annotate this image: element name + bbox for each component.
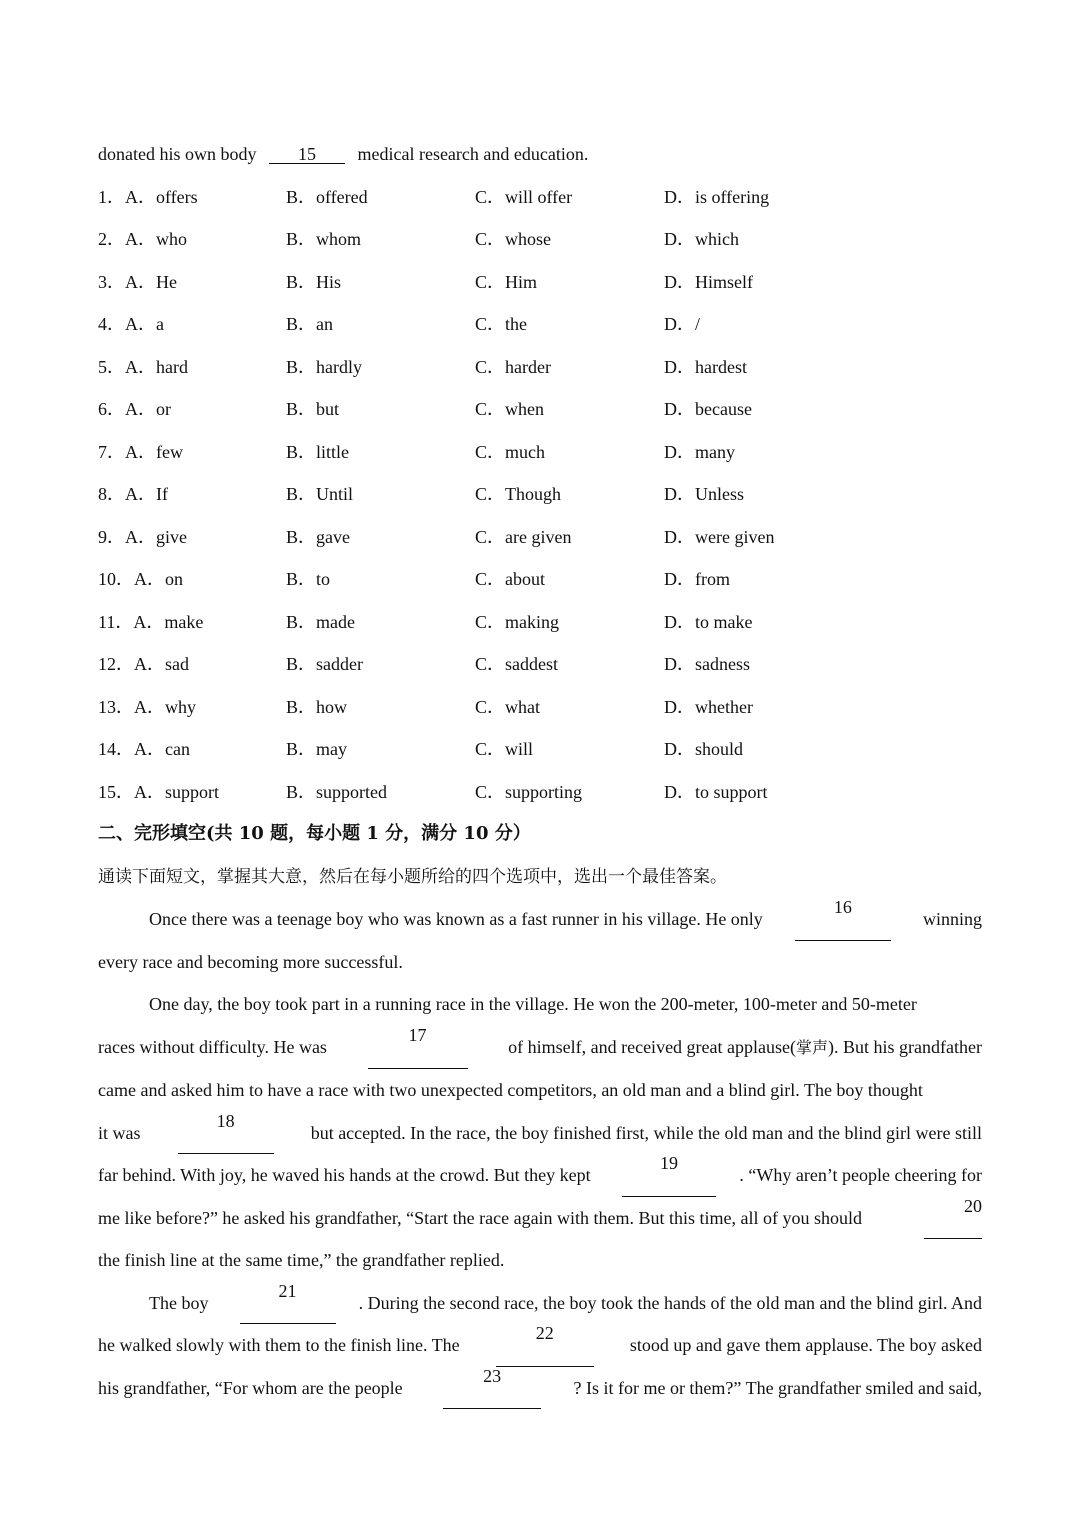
option-c: C．will (475, 739, 534, 760)
option-a-text: A．He (125, 271, 177, 292)
passage-line: every race and becoming more successful. (98, 951, 403, 972)
question-row (98, 303, 982, 346)
text: medical research and education. (357, 144, 589, 164)
blank-15: 15 (269, 145, 345, 164)
text: ). But his grandfather (828, 1036, 982, 1057)
option-d: D．is offering (664, 186, 770, 207)
passage-line (98, 1197, 982, 1240)
question-number: 7． (98, 441, 125, 462)
text: stood up and gave them applause. The boy asked (629, 1335, 982, 1356)
option-b: B．how (286, 696, 348, 717)
option-d: D．sadness (664, 654, 750, 675)
text: The boy (149, 1292, 209, 1313)
option-b: B．supported (286, 781, 387, 802)
option-c: C．the (475, 314, 527, 335)
text: it was (98, 1122, 141, 1143)
option-a (98, 771, 286, 814)
question-row (98, 558, 982, 601)
text: ? Is it for me or them?” The grandfather smiled and said, (573, 1377, 982, 1398)
option-a (98, 558, 286, 601)
option-a (98, 601, 286, 644)
passage-line: One day, the boy took part in a running race in the village. He won the 200-meter, 100-meter and 50-meter (149, 994, 917, 1015)
option-d: D．to make (664, 611, 753, 632)
text: he walked slowly with them to the finish line. The (98, 1335, 460, 1356)
question-number: 3． (98, 271, 125, 292)
option-b: B．little (286, 441, 349, 462)
question-row (98, 643, 982, 686)
option-d: D．/ (664, 314, 700, 335)
text: me like before?” he asked his grandfather, “Start the race again with them. But this time, all of you should (98, 1207, 863, 1228)
option-d: D．hardest (664, 356, 747, 377)
option-a-text: A．give (125, 526, 187, 547)
option-c: C．will offer (475, 186, 573, 207)
text: . During the second race, the boy took the hands of the old man and the blind girl. And (358, 1292, 982, 1313)
blank-22: 22 (496, 1324, 594, 1367)
option-b: B．offered (286, 186, 368, 207)
text: but accepted. In the race, the boy finished first, while the old man and the blind girl were still (310, 1122, 982, 1143)
question-row (98, 601, 982, 644)
text: races without difficulty. He was (98, 1036, 327, 1057)
option-d: D．were given (664, 526, 775, 547)
option-b: B．made (286, 611, 355, 632)
text: donated his own body (98, 144, 257, 164)
option-b: B．hardly (286, 356, 362, 377)
question-number: 5． (98, 356, 125, 377)
cloze-passage (98, 898, 982, 1409)
option-a (98, 261, 286, 304)
option-a (98, 218, 286, 261)
option-c: C．Though (475, 484, 562, 505)
passage-line (98, 1367, 982, 1410)
option-a (98, 303, 286, 346)
option-b: B．His (286, 271, 342, 292)
blank-20: 20 (924, 1197, 982, 1240)
option-a (98, 728, 286, 771)
question-list (98, 176, 982, 814)
option-c: C．harder (475, 356, 551, 377)
question-row (98, 728, 982, 771)
text-group (508, 1026, 982, 1070)
option-a-text: A．If (125, 484, 168, 505)
passage-line: came and asked him to have a race with two unexpected competitors, an old man and a blind girl. The boy thought (98, 1080, 923, 1101)
option-d: D．many (664, 441, 735, 462)
question-number: 10． (98, 569, 134, 590)
option-a-text: A．support (134, 781, 219, 802)
question-number: 14． (98, 739, 134, 760)
option-c: C．supporting (475, 781, 583, 802)
question-row (98, 261, 982, 304)
option-c: C．much (475, 441, 545, 462)
option-d: D．Unless (664, 484, 744, 505)
option-c: C．whose (475, 229, 551, 250)
question-number: 15． (98, 781, 134, 802)
option-d: D．to support (664, 781, 768, 802)
option-a (98, 176, 286, 219)
option-a (98, 388, 286, 431)
question-row (98, 346, 982, 389)
option-a-text: A．can (134, 739, 190, 760)
question-number: 2． (98, 229, 125, 250)
passage-line (98, 898, 982, 941)
question-number: 1． (98, 186, 125, 207)
passage-line (98, 1324, 982, 1367)
question-row (98, 431, 982, 474)
option-b: B．sadder (286, 654, 363, 675)
question-row (98, 473, 982, 516)
question-number: 9． (98, 526, 125, 547)
blank-23: 23 (443, 1367, 541, 1410)
text: Once there was a teenage boy who was known as a fast runner in his village. He only (149, 909, 763, 930)
question-row (98, 176, 982, 219)
question-row (98, 218, 982, 261)
option-a-text: A．few (125, 441, 183, 462)
passage-ending-line (98, 133, 982, 176)
option-a (98, 431, 286, 474)
option-b: B．but (286, 399, 340, 420)
option-a (98, 516, 286, 559)
blank-21: 21 (240, 1282, 336, 1325)
option-d: D．should (664, 739, 744, 760)
option-a-text: A．why (134, 696, 196, 717)
option-a (98, 643, 286, 686)
option-a-text: A．offers (125, 186, 198, 207)
option-b: B．whom (286, 229, 362, 250)
option-a-text: A．hard (125, 356, 188, 377)
option-a-text: A．on (134, 569, 183, 590)
section-heading: 二、完形填空(共 10 题，每小题 1 分，满分 10 分） (98, 823, 531, 845)
section-instruction: 通读下面短文，掌握其大意，然后在每小题所给的四个选项中，选出一个最佳答案。 (98, 866, 727, 887)
question-number: 8． (98, 484, 125, 505)
text-chinese: 掌声 (796, 1037, 829, 1057)
text: far behind. With joy, he waved his hands at the crowd. But they kept (98, 1165, 591, 1186)
option-d: D．which (664, 229, 739, 250)
document-content (98, 133, 982, 1409)
option-c: C．making (475, 611, 559, 632)
option-b: B．an (286, 314, 333, 335)
option-d: D．whether (664, 696, 753, 717)
option-d: D．from (664, 569, 730, 590)
option-b: B．to (286, 569, 331, 590)
question-number: 13． (98, 696, 134, 717)
question-row (98, 388, 982, 431)
option-c: C．are given (475, 526, 572, 547)
option-a-text: A．a (125, 314, 164, 335)
option-a-text: A．make (133, 611, 204, 632)
text: . “Why aren’t people cheering for (739, 1165, 982, 1186)
option-c: C．when (475, 399, 544, 420)
passage-line (98, 1026, 982, 1070)
passage-line (98, 1112, 982, 1155)
question-number: 12． (98, 654, 134, 675)
blank-16: 16 (795, 898, 891, 941)
blank-17: 17 (368, 1026, 468, 1070)
question-row (98, 516, 982, 559)
option-a-text: A．or (125, 399, 171, 420)
question-row (98, 771, 982, 814)
option-d: D．because (664, 399, 752, 420)
passage-line (98, 1282, 982, 1325)
option-c: C．what (475, 696, 540, 717)
blank-19: 19 (622, 1154, 716, 1197)
option-c: C．about (475, 569, 545, 590)
question-row (98, 686, 982, 729)
option-a-text: A．sad (134, 654, 189, 675)
question-number: 11． (98, 611, 134, 632)
option-c: C．saddest (475, 654, 558, 675)
text: of himself, and received great applause( (508, 1036, 796, 1057)
question-number: 6． (98, 399, 125, 420)
passage-line (98, 1154, 982, 1197)
option-a (98, 346, 286, 389)
text: his grandfather, “For whom are the people (98, 1377, 403, 1398)
option-b: B．Until (286, 484, 354, 505)
option-c: C．Him (475, 271, 538, 292)
option-b: B．may (286, 739, 347, 760)
option-a (98, 473, 286, 516)
option-a (98, 686, 286, 729)
blank-18: 18 (178, 1112, 274, 1155)
text: winning (922, 909, 982, 930)
option-d: D．Himself (664, 271, 753, 292)
option-a-text: A．who (125, 229, 187, 250)
passage-line: the finish line at the same time,” the grandfather replied. (98, 1250, 505, 1271)
question-number: 4． (98, 314, 125, 335)
option-b: B．gave (286, 526, 350, 547)
